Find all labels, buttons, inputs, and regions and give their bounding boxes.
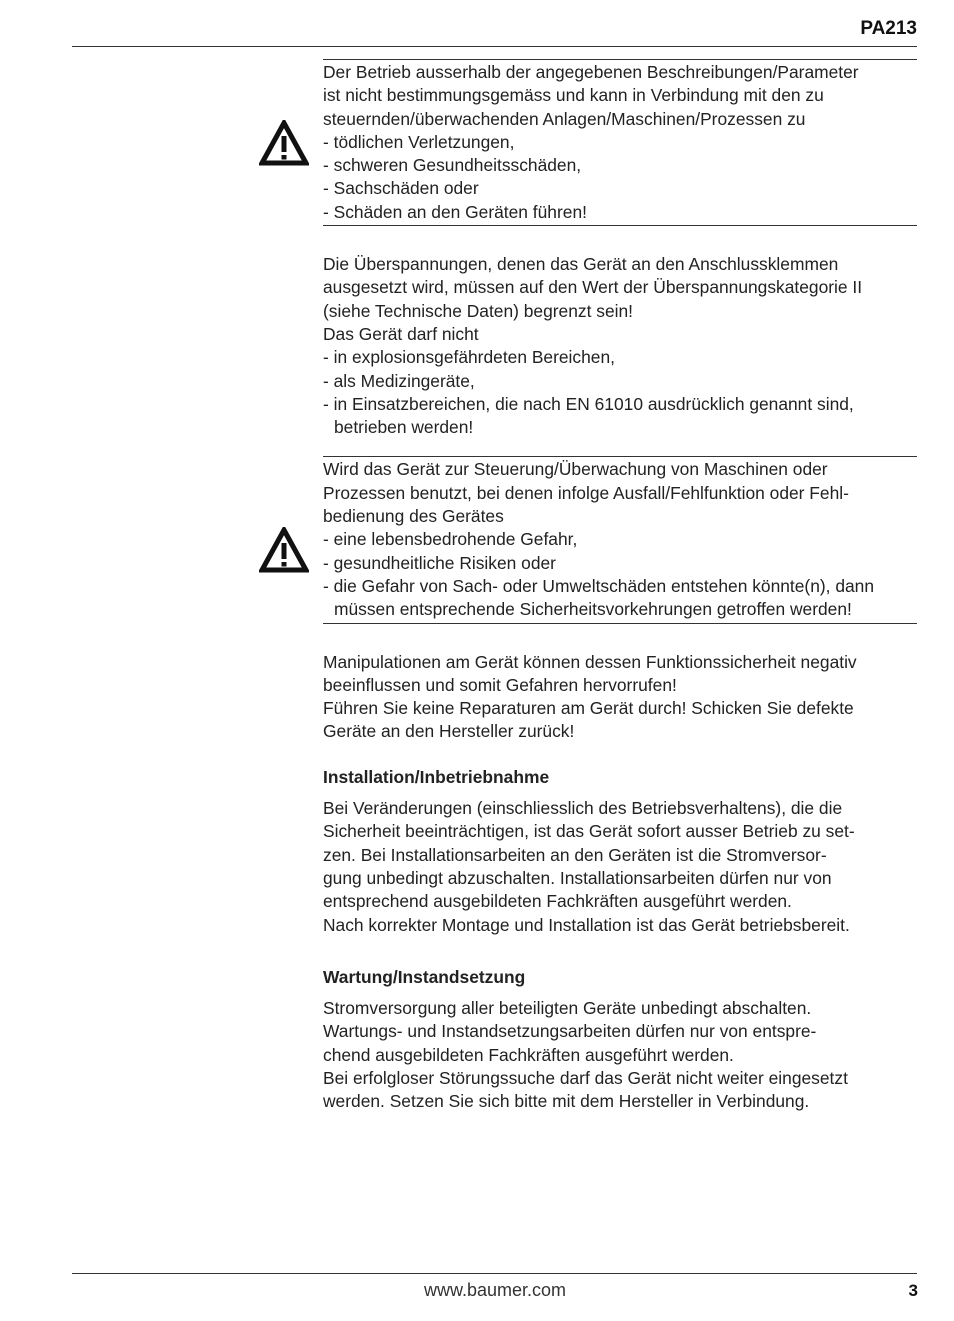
list-item: - eine lebensbedrohende Gefahr, [323, 529, 578, 550]
overvoltage-line: Die Überspannungen, denen das Gerät an den Anschlussklemmen [323, 254, 839, 275]
section-heading: Wartung/Instandsetzung [323, 966, 526, 987]
warning-1-item: - Sachschäden oder [323, 178, 479, 199]
warning-2-list [323, 528, 917, 621]
list-item: - gesundheitliche Risiken oder [323, 552, 556, 573]
maintenance-line: chend ausgebildeten Fachkräften ausgeführt werden. [323, 1044, 734, 1065]
list-item: - in explosionsgefährdeten Bereichen, [323, 347, 615, 368]
maintenance-line: Bei erfolgloser Störungssuche darf das Gerät nicht weiter eingesetzt [323, 1067, 848, 1088]
warning-1-line: Der Betrieb ausserhalb der angegebenen Beschreibungen/Parameter [323, 62, 859, 82]
manipulation-line: Manipulationen am Gerät können dessen Funktionssicherheit negativ [323, 651, 857, 672]
maintenance-line: werden. Setzen Sie sich bitte mit dem Hersteller in Verbindung. [323, 1091, 810, 1112]
list-item: - in Einsatzbereichen, die nach EN 61010 ausdrücklich genannt sind, betrieben werden! [323, 393, 854, 438]
warning-1-item: - Schäden an den Geräten führen! [323, 201, 587, 222]
overvoltage-section [323, 253, 917, 439]
installation-section [323, 766, 917, 937]
warning-box-1 [323, 59, 917, 226]
installation-line: zen. Bei Installationsarbeiten an den Geräten ist die Stromversor- [323, 844, 827, 865]
document-code: PA213 [860, 18, 917, 39]
installation-line: entsprechend ausgebildeten Fachkräften ausgeführt werden. [323, 891, 792, 912]
main-content [323, 59, 917, 1114]
installation-line: Bei Veränderungen (einschliesslich des Betriebsverhaltens), die die [323, 798, 843, 819]
overvoltage-list [323, 346, 917, 439]
warning-1-line: steuernden/überwachenden Anlagen/Maschinen/Prozessen zu [323, 108, 806, 129]
installation-line: gung unbedingt abzuschalten. Installationsarbeiten dürfen nur von [323, 867, 832, 888]
installation-line: Sicherheit beeinträchtigen, ist das Gerät sofort ausser Betrieb zu set- [323, 821, 855, 842]
list-item: - als Medizingeräte, [323, 370, 475, 391]
overvoltage-line: Das Gerät darf nicht [323, 323, 479, 344]
maintenance-section [323, 966, 917, 1114]
manipulation-line: Führen Sie keine Reparaturen am Gerät durch! Schicken Sie defekte [323, 698, 854, 719]
section-heading: Installation/Inbetriebnahme [323, 766, 550, 787]
manipulation-section [323, 651, 917, 744]
warning-triangle-icon [259, 527, 309, 573]
installation-line: Nach korrekter Montage und Installation ist das Gerät betriebsbereit. [323, 914, 850, 935]
warning-2-line: bedienung des Gerätes [323, 506, 504, 527]
maintenance-line: Stromversorgung aller beteiligten Geräte unbedingt abschalten. [323, 998, 812, 1019]
warning-2-line: Prozessen benutzt, bei denen infolge Ausfall/Fehlfunktion oder Fehl- [323, 482, 849, 503]
list-item: - die Gefahr von Sach- oder Umweltschäden entstehen könnte(n), dann müssen entsprechende Sicherheitsvorkehrungen getroffen werden! [323, 575, 875, 620]
warning-1-item: - tödlichen Verletzungen, [323, 131, 515, 152]
overvoltage-line: (siehe Technische Daten) begrenzt sein! [323, 300, 633, 321]
page-number: 3 [908, 1281, 918, 1300]
header-rule [72, 46, 917, 47]
warning-1-line: ist nicht bestimmungsgemäss und kann in Verbindung mit den zu [323, 85, 824, 106]
maintenance-line: Wartungs- und Instandsetzungsarbeiten dürfen nur von entspre- [323, 1021, 817, 1042]
overvoltage-line: ausgesetzt wird, müssen auf den Wert der Überspannungskategorie II [323, 277, 863, 298]
manipulation-line: Geräte an den Hersteller zurück! [323, 721, 575, 742]
footer-website-link[interactable]: www.baumer.com [423, 1280, 567, 1300]
warning-triangle-icon [259, 120, 309, 166]
warning-2-line: Wird das Gerät zur Steuerung/Überwachung von Maschinen oder [323, 459, 828, 480]
warning-1-item: - schweren Gesundheitsschäden, [323, 155, 582, 176]
footer-rule [72, 1273, 917, 1274]
manipulation-line: beeinflussen und somit Gefahren hervorrufen! [323, 674, 677, 695]
warning-box-2 [323, 456, 917, 623]
